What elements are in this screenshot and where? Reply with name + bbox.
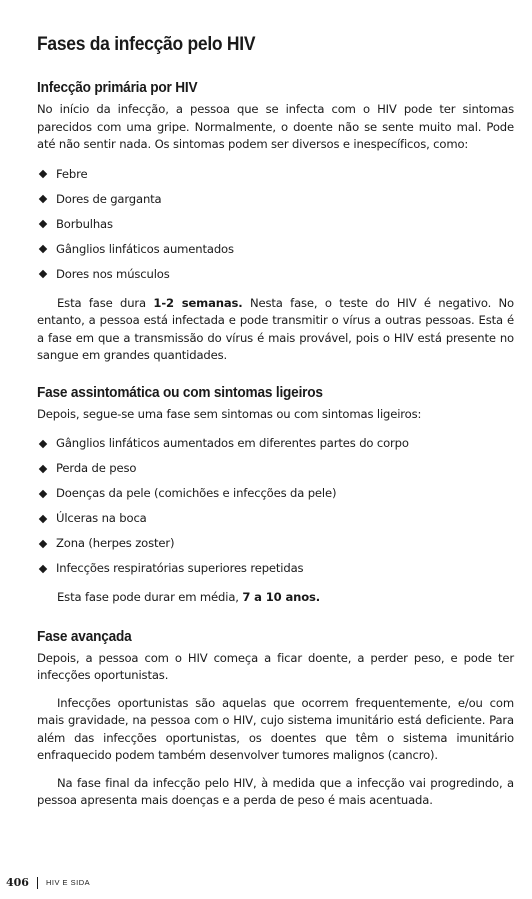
list-item: Dores nos músculos xyxy=(37,262,514,287)
list-item: Febre xyxy=(37,162,514,187)
list-item: Úlceras na boca xyxy=(37,506,514,531)
bullet-diamond-icon xyxy=(39,539,47,547)
page-content xyxy=(37,34,514,810)
section-heading: Fase avançada xyxy=(37,628,132,645)
section-heading: Infecção primária por HIV xyxy=(37,80,198,96)
section-body: Depois, a pessoa com o HIV começa a ficar doente, a perder peso, e pode ter infecções oportunistas. xyxy=(37,650,514,682)
section-heading: Fase assintomática ou com sintomas ligeiros xyxy=(37,384,323,401)
section-intro: Depois, segue-se uma fase sem sintomas ou com sintomas ligeiros: xyxy=(37,406,422,421)
bullet-diamond-icon xyxy=(39,245,47,253)
symptom-list xyxy=(37,162,514,287)
section-primary-infection xyxy=(37,80,514,365)
bullet-diamond-icon xyxy=(39,464,47,472)
section-body: Esta fase pode durar em média, 7 a 10 anos. xyxy=(57,590,321,604)
footer-divider xyxy=(37,877,38,889)
list-item: Perda de peso xyxy=(37,456,514,481)
symptom-list xyxy=(37,431,514,581)
bullet-diamond-icon xyxy=(39,170,47,178)
section-advanced xyxy=(37,629,514,810)
bullet-diamond-icon xyxy=(39,195,47,203)
section-intro: No início da infecção, a pessoa que se infecta com o HIV pode ter sintomas parecidos com uma gripe. Normalmente, o doente não se sente muito mal. Pode até não sentir nada. Os sintomas podem ser diversos e inespecíficos, como: xyxy=(37,102,514,151)
section-asymptomatic xyxy=(37,385,514,607)
list-item: Infecções respiratórias superiores repetidas xyxy=(37,556,514,581)
bullet-diamond-icon xyxy=(39,439,47,447)
section-body: Esta fase dura 1-2 semanas. Nesta fase, o teste do HIV é negativo. No entanto, a pessoa está infectada e pode transmitir o vírus a outras pessoas. Esta é a fase em que a transmissão do vírus é mais provável, pois o HIV está presente no sangue em grandes quantidades. xyxy=(37,295,514,362)
list-item: Gânglios linfáticos aumentados xyxy=(37,237,514,262)
list-item: Zona (herpes zoster) xyxy=(37,531,514,556)
section-body: Na fase final da infecção pelo HIV, à medida que a infecção vai progredindo, a pessoa apresenta mais doenças e a perda de peso é mais acentuada. xyxy=(37,775,514,807)
list-item: Borbulhas xyxy=(37,212,514,237)
list-item: Gânglios linfáticos aumentados em diferentes partes do corpo xyxy=(37,431,514,456)
bullet-diamond-icon xyxy=(39,489,47,497)
page-title: Fases da infecção pelo HIV xyxy=(37,34,256,55)
section-body: Infecções oportunistas são aquelas que ocorrem frequentemente, e/ou com mais gravidade, na pessoa com o HIV, cujo sistema imunitário está deficiente. Para além das infecções oportunistas, os doentes que têm o sistema imunitário enfraquecido podem também desenvolver tumores malignos (cancro). xyxy=(37,695,514,762)
page-footer xyxy=(6,876,90,889)
book-title: HIV E SIDA xyxy=(45,878,91,887)
list-item: Dores de garganta xyxy=(37,187,514,212)
list-item: Doenças da pele (comichões e infecções da pele) xyxy=(37,481,514,506)
bullet-diamond-icon xyxy=(39,220,47,228)
page-number: 406 xyxy=(6,876,29,889)
bullet-diamond-icon xyxy=(39,514,47,522)
bullet-diamond-icon xyxy=(39,270,47,278)
bullet-diamond-icon xyxy=(39,564,47,572)
